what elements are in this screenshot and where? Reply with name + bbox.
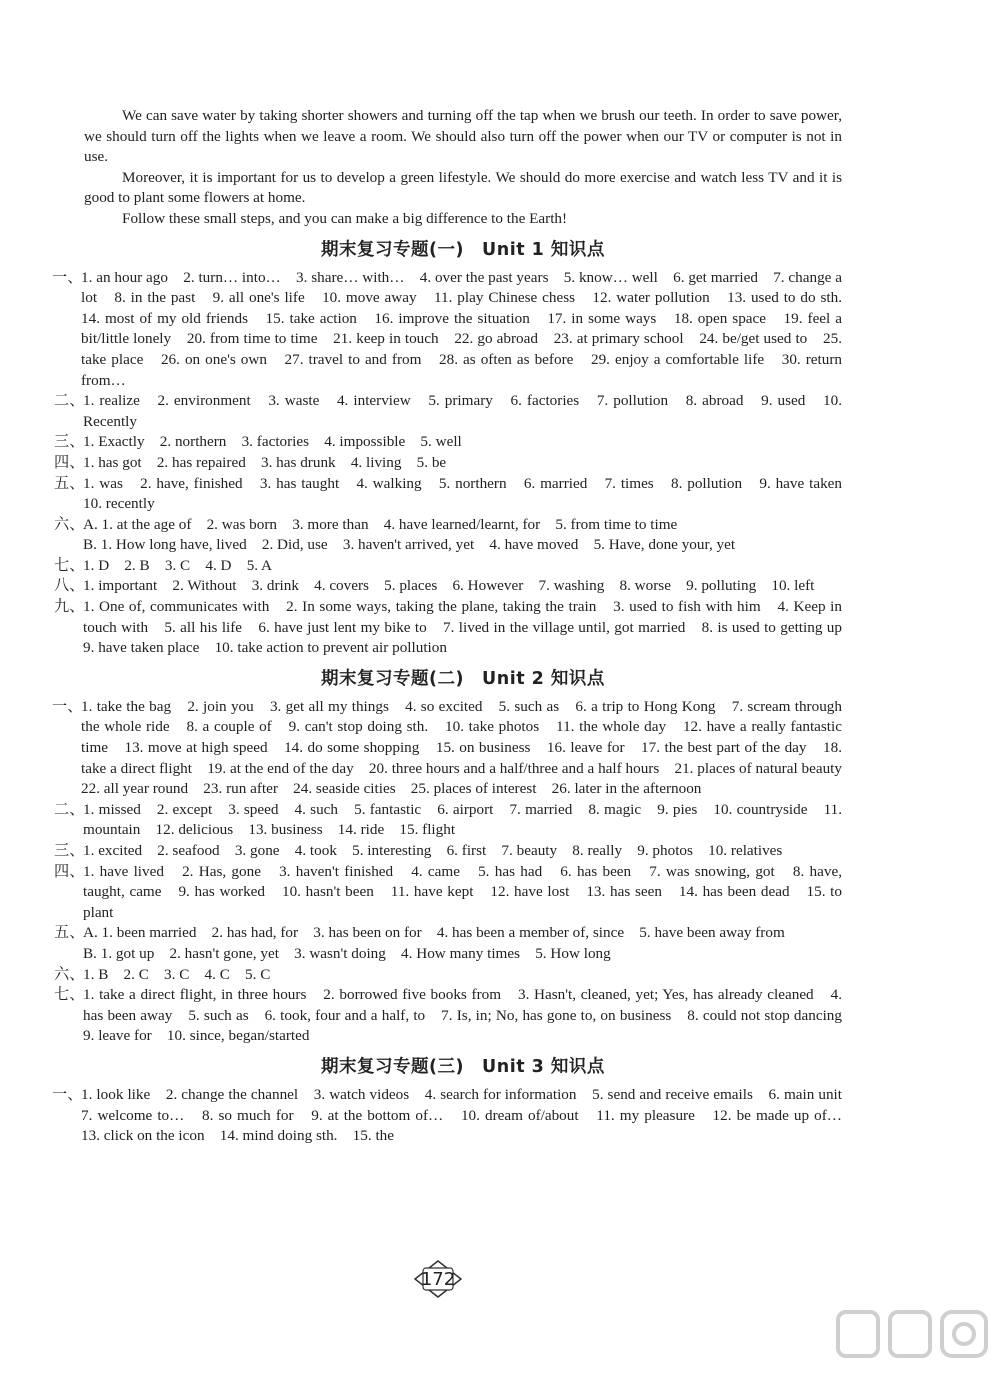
section-answers: 1. an hour ago 2. turn… into… 3. share… with… 4. over the past years 5. know… well 6. get married 7. change a lot 8. in the past 9. all one's life 10. move away 11. play Chinese chess 12. water pollution 13. used to do sth. 14. most of my old friends 15. take action 16. improve the situation 17. in some ways 18. open space 19. feel a bit/little lonely 20. from time to time 21. keep in touch 22. go abroad 23. at primary school 24. be/get used to 25. take place 26. on one's own 27. travel to and from 28. as often as before 29. enjoy a comfortable life 30. return from…	[81, 268, 858, 389]
section-answers: 1. important 2. Without 3. drink 4. covers 5. places 6. However 7. washing 8. worse 9. polluting 10. left	[83, 577, 815, 595]
answer-section	[54, 432, 842, 453]
watermark-logo-icon	[832, 1300, 997, 1372]
section-answers-part-a: A. 1. been married 2. has had, for 3. has been on for 4. has been a member of, since 5. have been away from	[83, 924, 785, 942]
section-answers: 1. realize 2. environment 3. waste 4. interview 5. primary 6. factories 7. pollution 8. abroad 9. used 10. Recently	[83, 392, 842, 430]
section-number: 九、	[54, 598, 85, 616]
section-answers: 1. has got 2. has repaired 3. has drunk 4. living 5. be	[83, 453, 447, 471]
intro-paragraph: Moreover, it is important for us to develop a green lifestyle. We should do more exercise and watch less TV and it is good to plant some flowers at home.	[84, 168, 842, 207]
section-number: 五、	[54, 924, 85, 942]
answer-section	[54, 923, 842, 964]
section-answers: 1. have lived 2. Has, gone 3. haven't finished 4. came 5. has had 6. has been 7. was snowing, got 8. have, taught, came 9. has worked 10. hasn't been 11. have kept 12. have lost 13. has seen 14. has been dead 15. to plant	[83, 862, 842, 921]
answer-section	[52, 697, 858, 800]
section-number: 一、	[52, 268, 83, 286]
unit-3-heading: 期末复习专题(三) Unit 3 知识点	[321, 1056, 605, 1077]
answer-section	[54, 800, 842, 841]
answer-section	[54, 576, 842, 597]
section-answers: 1. D 2. B 3. C 4. D 5. A	[83, 556, 273, 574]
intro-paragraph: We can save water by taking shorter showers and turning off the tap when we brush our teeth. In order to save power, we should turn off the lights when we leave a room. We should also turn off the power when our TV or computer is not in use.	[84, 107, 842, 166]
answer-section	[54, 515, 842, 556]
page-content	[52, 106, 858, 1147]
section-number: 四、	[54, 453, 85, 471]
section-answers-part-b: B. 1. How long have, lived 2. Did, use 3. haven't arrived, yet 4. have moved 5. Have, done your, yet	[83, 536, 736, 554]
answer-section	[54, 391, 842, 432]
section-answers: 1. Exactly 2. northern 3. factories 4. impossible 5. well	[83, 433, 462, 451]
section-answers: 1. take the bag 2. join you 3. get all my things 4. so excited 5. such as 6. a trip to Hong Kong 7. scream through the whole ride 8. a couple of 9. can't stop doing sth. 10. take photos 11. the whole day 12. have a really fantastic time 13. move at high speed 14. do some shopping 15. on business 16. leave for 17. the best part of the day 18. take a direct flight 19. at the end of the day 20. three hours and a half/three and a half hours 21. places of natural beauty 22. all year round 23. run after 24. seaside cities 25. places of interest 26. later in the afternoon	[81, 697, 858, 798]
section-number: 八、	[54, 577, 85, 595]
section-answers: 1. look like 2. change the channel 3. watch videos 4. search for information 5. send and receive emails 6. main unit 7. welcome to… 8. so much for 9. at the bottom of… 10. dream of/about 11. my pleasure 12. be made up of… 13. click on the icon 14. mind doing sth. 15. the	[81, 1085, 858, 1145]
section-number: 三、	[54, 433, 85, 451]
section-number: 六、	[54, 515, 85, 533]
section-number: 七、	[54, 986, 85, 1004]
section-answers: 1. B 2. C 3. C 4. C 5. C	[83, 965, 271, 983]
section-number: 一、	[52, 697, 83, 715]
answer-section	[54, 556, 842, 577]
section-answers-part-b: B. 1. got up 2. hasn't gone, yet 3. wasn't doing 4. How many times 5. How long	[83, 944, 611, 962]
section-answers-part-a: A. 1. at the age of 2. was born 3. more than 4. have learned/learnt, for 5. from time to time	[83, 515, 678, 533]
section-number: 二、	[54, 800, 85, 818]
section-number: 一、	[52, 1085, 83, 1103]
answer-section	[54, 453, 842, 474]
section-answers: 1. One of, communicates with 2. In some ways, taking the plane, taking the train 3. used to fish with him 4. Keep in touch with 5. all his life 6. have just lent my bike to 7. lived in the village until, got married 8. is used to getting up 9. have taken place 10. take action to prevent air pollution	[83, 598, 858, 657]
section-number: 二、	[54, 392, 85, 410]
answer-section	[54, 985, 858, 1047]
intro-paragraph: Follow these small steps, and you can make a big difference to the Earth!	[122, 209, 568, 227]
section-number: 五、	[54, 474, 85, 492]
section-number: 六、	[54, 965, 85, 983]
section-answers: 1. take a direct flight, in three hours 2. borrowed five books from 3. Hasn't, cleaned, yet; Yes, has already cleaned 4. has been away 5. such as 6. took, four and a half, to 7. Is, in; No, has gone to, on business 8. could not stop dancing 9. leave for 10. since, began/started	[83, 986, 858, 1045]
section-number: 七、	[54, 556, 85, 574]
section-number: 三、	[54, 842, 85, 859]
answer-section	[52, 268, 858, 392]
section-answers: 1. was 2. have, finished 3. has taught 4. walking 5. northern 6. married 7. times 8. pollution 9. have taken 10. recently	[83, 474, 858, 513]
answer-section	[54, 597, 858, 659]
unit-1-heading: 期末复习专题(一) Unit 1 知识点	[321, 239, 605, 260]
section-number: 四、	[54, 862, 85, 880]
unit-2-heading: 期末复习专题(二) Unit 2 知识点	[321, 668, 605, 689]
page-number-badge	[413, 1259, 463, 1299]
answer-section	[54, 841, 842, 862]
site-watermark	[832, 1300, 997, 1396]
answer-section	[54, 474, 858, 515]
page-number: 172	[420, 1268, 456, 1290]
answer-section	[54, 965, 842, 986]
answer-section	[52, 1085, 858, 1147]
section-answers: 1. excited 2. seafood 3. gone 4. took 5. interesting 6. first 7. beauty 8. really 9. photos 10. relatives	[83, 842, 783, 859]
answer-section	[54, 862, 842, 924]
section-answers: 1. missed 2. except 3. speed 4. such 5. fantastic 6. airport 7. married 8. magic 9. pies 10. countryside 11. mountain 12. delicious 13. business 14. ride 15. flight	[83, 800, 842, 839]
